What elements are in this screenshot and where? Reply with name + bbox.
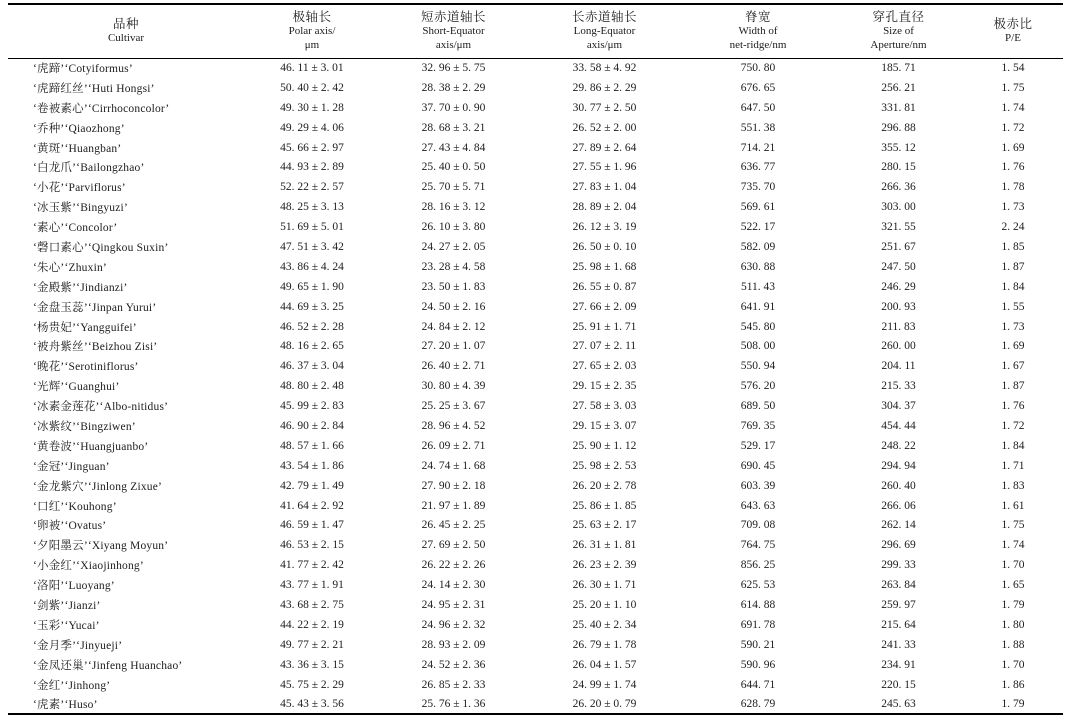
aperture-size-cell: 259. 97 [881,598,916,611]
long-equator-axis-cell: 26. 55 ± 0. 87 [572,280,637,293]
table-row [8,98,1063,118]
table-row [8,416,1063,436]
pe-ratio-cell: 1. 83 [1001,479,1025,492]
table-row [8,356,1063,376]
long-equator-axis-cell: 25. 40 ± 2. 34 [572,618,637,631]
aperture-size-cell: 234. 91 [881,658,916,671]
table-row [8,118,1063,138]
polar-axis-cell: 43. 68 ± 2. 75 [280,598,344,611]
long-equator-axis-cell: 27. 83 ± 1. 04 [572,181,637,194]
aperture-size-cell: 355. 12 [881,141,916,154]
short-equator-axis-cell: 24. 74 ± 1. 68 [421,459,486,472]
short-equator-axis-cell: 27. 69 ± 2. 50 [421,539,486,552]
short-equator-axis-cell: 32. 96 ± 5. 75 [421,62,486,75]
net-ridge-width-cell: 641. 91 [740,300,776,313]
pe-ratio-cell: 1. 73 [1001,201,1025,214]
net-ridge-width-cell: 714. 21 [740,141,776,154]
polar-axis-cell: 46. 37 ± 3. 04 [280,360,344,373]
table-row [8,58,1063,78]
net-ridge-width-cell: 630. 88 [740,260,776,273]
net-ridge-width-cell: 576. 20 [740,380,776,393]
pe-ratio-cell: 1. 69 [1001,141,1025,154]
long-equator-axis-cell: 27. 66 ± 2. 09 [572,300,637,313]
short-equator-axis-cell: 24. 14 ± 2. 30 [421,579,486,592]
short-equator-axis-cell: 26. 09 ± 2. 71 [421,439,486,452]
table-row [8,197,1063,217]
table-row [8,217,1063,237]
aperture-size-cell: 303. 00 [881,201,916,214]
cultivar-cell: ‘小花’‘Parviflorus’ [33,182,126,195]
pe-ratio-cell: 1. 80 [1001,618,1025,631]
cultivar-cell: ‘金龙紫穴’‘Jinlong Zixue’ [33,480,163,493]
col-header-long-equator-axis-unit: axis/μm [586,38,623,51]
col-header-polar-axis-unit: μm [304,38,320,51]
polar-axis-cell: 41. 64 ± 2. 92 [280,499,344,512]
aperture-size-cell: 245. 63 [881,697,916,710]
long-equator-axis-cell: 29. 86 ± 2. 29 [572,81,637,94]
cultivar-cell: ‘虎素’‘Huso’ [33,698,98,711]
aperture-size-cell: 251. 67 [881,240,916,253]
long-equator-axis-cell: 26. 30 ± 1. 71 [572,579,637,592]
net-ridge-width-cell: 647. 50 [740,101,776,114]
short-equator-axis-cell: 24. 95 ± 2. 31 [421,598,486,611]
pollen-morphology-table [8,3,1063,715]
table-row [8,157,1063,177]
polar-axis-cell: 46. 11 ± 3. 01 [280,62,344,75]
cultivar-cell: ‘小金红’‘Xiaojinhong’ [33,560,144,573]
aperture-size-cell: 246. 29 [881,280,916,293]
table-row [8,595,1063,615]
long-equator-axis-cell: 26. 12 ± 3. 19 [572,221,637,234]
long-equator-axis-cell: 30. 77 ± 2. 50 [572,101,637,114]
short-equator-axis-cell: 26. 40 ± 2. 71 [421,360,486,373]
table-row [8,78,1063,98]
cultivar-cell: ‘冰素金莲花’‘Albo-nitidus’ [33,401,169,414]
table-row [8,655,1063,675]
short-equator-axis-cell: 28. 38 ± 2. 29 [421,81,486,94]
polar-axis-cell: 43. 54 ± 1. 86 [280,459,344,472]
table-row [8,376,1063,396]
net-ridge-width-cell: 529. 17 [740,439,776,452]
net-ridge-width-cell: 709. 08 [740,519,776,532]
pe-ratio-cell: 1. 70 [1001,658,1025,671]
col-header-short-equator-axis-en: Short-Equator [422,25,485,38]
net-ridge-width-cell: 551. 38 [740,121,776,134]
col-header-polar-axis [244,4,380,58]
pe-ratio-cell: 1. 54 [1001,62,1025,75]
polar-axis-cell: 45. 99 ± 2. 83 [280,400,344,413]
net-ridge-width-cell: 550. 94 [740,360,776,373]
aperture-size-cell: 331. 81 [881,101,916,114]
col-header-aperture-size-unit: Aperture/nm [870,38,927,51]
polar-axis-cell: 46. 90 ± 2. 84 [280,419,344,432]
net-ridge-width-cell: 582. 09 [740,240,776,253]
short-equator-axis-cell: 25. 25 ± 3. 67 [421,400,486,413]
col-header-net-ridge-width [682,4,834,58]
cultivar-cell: ‘金冠’‘Jinguan’ [33,460,110,473]
long-equator-axis-cell: 25. 98 ± 2. 53 [572,459,637,472]
aperture-size-cell: 266. 06 [881,499,916,512]
aperture-size-cell: 296. 88 [881,121,916,134]
pe-ratio-cell: 1. 70 [1001,559,1025,572]
cultivar-cell: ‘口红’‘Kouhong’ [33,500,117,513]
pe-ratio-cell: 1. 74 [1001,101,1025,114]
cultivar-cell: ‘金月季’‘Jinyueji’ [33,639,123,652]
pe-ratio-cell: 2. 24 [1001,221,1025,234]
aperture-size-cell: 299. 33 [881,559,916,572]
cultivar-cell: ‘冰玉紫’‘Bingyuzi’ [33,202,128,215]
col-header-cultivar [8,4,244,58]
long-equator-axis-cell: 29. 15 ± 3. 07 [572,419,637,432]
long-equator-axis-cell: 25. 91 ± 1. 71 [572,320,637,333]
polar-axis-cell: 44. 93 ± 2. 89 [280,161,344,174]
col-header-polar-axis-en: Polar axis/ [288,25,336,38]
pe-ratio-cell: 1. 73 [1001,320,1025,333]
pe-ratio-cell: 1. 87 [1001,380,1025,393]
pe-ratio-cell: 1. 78 [1001,181,1025,194]
long-equator-axis-cell: 26. 79 ± 1. 78 [572,638,637,651]
polar-axis-cell: 45. 75 ± 2. 29 [280,678,344,691]
short-equator-axis-cell: 28. 68 ± 3. 21 [421,121,486,134]
aperture-size-cell: 215. 33 [881,380,916,393]
aperture-size-cell: 247. 50 [881,260,916,273]
col-header-pe-ratio-en: P/E [1005,32,1021,44]
long-equator-axis-cell: 25. 90 ± 1. 12 [572,439,637,452]
polar-axis-cell: 51. 69 ± 5. 01 [280,221,344,234]
table-row [8,635,1063,655]
cultivar-cell: ‘金殿紫’‘Jindianzi’ [33,281,128,294]
pe-ratio-cell: 1. 86 [1001,678,1025,691]
net-ridge-width-cell: 508. 00 [740,340,776,353]
aperture-size-cell: 248. 22 [881,439,916,452]
pe-ratio-cell: 1. 67 [1001,360,1025,373]
table-row [8,535,1063,555]
polar-axis-cell: 49. 29 ± 4. 06 [280,121,344,134]
short-equator-axis-cell: 24. 27 ± 2. 05 [421,240,486,253]
short-equator-axis-cell: 25. 70 ± 5. 71 [421,181,486,194]
cultivar-cell: ‘卷被素心’‘Cirrhoconcolor’ [33,102,170,115]
table-row [8,317,1063,337]
net-ridge-width-cell: 569. 61 [740,201,776,214]
cultivar-cell: ‘黄斑’‘Huangban’ [33,142,122,155]
col-header-cultivar-en: Cultivar [107,32,145,44]
table-row [8,575,1063,595]
long-equator-axis-cell: 26. 20 ± 2. 78 [572,479,637,492]
polar-axis-cell: 48. 80 ± 2. 48 [280,380,344,393]
cultivar-cell: ‘白龙爪’‘Bailongzhao’ [33,162,145,175]
table-row [8,396,1063,416]
pe-ratio-cell: 1. 79 [1001,598,1025,611]
polar-axis-cell: 46. 53 ± 2. 15 [280,539,344,552]
aperture-size-cell: 200. 93 [881,300,916,313]
net-ridge-width-cell: 636. 77 [740,161,776,174]
col-header-aperture-size [834,4,963,58]
net-ridge-width-cell: 676. 65 [740,81,776,94]
long-equator-axis-cell: 27. 65 ± 2. 03 [572,360,637,373]
polar-axis-cell: 44. 22 ± 2. 19 [280,618,344,631]
polar-axis-cell: 42. 79 ± 1. 49 [280,479,344,492]
pe-ratio-cell: 1. 71 [1001,459,1025,472]
net-ridge-width-cell: 603. 39 [740,479,776,492]
net-ridge-width-cell: 625. 53 [740,579,776,592]
polar-axis-cell: 43. 36 ± 3. 15 [280,658,344,671]
col-header-net-ridge-width-zh: 脊宽 [744,10,771,25]
short-equator-axis-cell: 26. 85 ± 2. 33 [421,678,486,691]
net-ridge-width-cell: 644. 71 [740,678,776,691]
col-header-net-ridge-width-en: Width of [738,25,778,38]
cultivar-cell: ‘洛阳’‘Luoyang’ [33,580,115,593]
aperture-size-cell: 185. 71 [881,62,916,75]
short-equator-axis-cell: 27. 90 ± 2. 18 [421,479,486,492]
cultivar-cell: ‘乔种’‘Qiaozhong’ [33,122,125,135]
short-equator-axis-cell: 28. 96 ± 4. 52 [421,419,486,432]
long-equator-axis-cell: 26. 20 ± 0. 79 [572,697,637,710]
short-equator-axis-cell: 25. 76 ± 1. 36 [421,697,486,710]
polar-axis-cell: 49. 65 ± 1. 90 [280,280,344,293]
table-header [8,4,1063,58]
aperture-size-cell: 454. 44 [881,419,916,432]
table-row [8,456,1063,476]
col-header-short-equator-axis [380,4,527,58]
short-equator-axis-cell: 27. 20 ± 1. 07 [421,340,486,353]
net-ridge-width-cell: 614. 88 [740,598,776,611]
col-header-long-equator-axis [527,4,682,58]
long-equator-axis-cell: 26. 04 ± 1. 57 [572,658,637,671]
cultivar-cell: ‘剑紫’‘Jianzi’ [33,599,101,612]
pe-ratio-cell: 1. 69 [1001,340,1025,353]
aperture-size-cell: 220. 15 [881,678,916,691]
pe-ratio-cell: 1. 72 [1001,121,1025,134]
long-equator-axis-cell: 25. 98 ± 1. 68 [572,260,637,273]
aperture-size-cell: 321. 55 [881,221,916,234]
col-header-pe-ratio-zh: 极赤比 [993,17,1033,31]
net-ridge-width-cell: 643. 63 [740,499,776,512]
short-equator-axis-cell: 23. 28 ± 4. 58 [421,260,486,273]
pe-ratio-cell: 1. 72 [1001,419,1025,432]
pe-ratio-cell: 1. 84 [1001,439,1025,452]
short-equator-axis-cell: 24. 50 ± 2. 16 [421,300,486,313]
pe-ratio-cell: 1. 88 [1001,638,1025,651]
net-ridge-width-cell: 511. 43 [740,280,776,293]
polar-axis-cell: 49. 30 ± 1. 28 [280,101,344,114]
col-header-polar-axis-zh: 极轴长 [292,10,332,25]
col-header-pe-ratio [963,4,1063,58]
polar-axis-cell: 45. 66 ± 2. 97 [280,141,344,154]
cultivar-cell: ‘晚花’‘Serotiniflorus’ [33,361,139,374]
table-row [8,237,1063,257]
long-equator-axis-cell: 26. 52 ± 2. 00 [572,121,637,134]
cultivar-cell: ‘金盘玉蕊’‘Jinpan Yurui’ [33,301,157,314]
pe-ratio-cell: 1. 76 [1001,161,1025,174]
long-equator-axis-cell: 27. 07 ± 2. 11 [572,340,637,353]
col-header-net-ridge-width-unit: net-ridge/nm [729,38,787,51]
cultivar-cell: ‘夕阳墨云’‘Xiyang Moyun’ [33,540,169,553]
aperture-size-cell: 266. 36 [881,181,916,194]
cultivar-cell: ‘虎蹄’‘Cotyiformus’ [33,63,133,76]
polar-axis-cell: 48. 25 ± 3. 13 [280,201,344,214]
cultivar-cell: ‘金凤还巢’‘Jinfeng Huanchao’ [33,659,183,672]
aperture-size-cell: 304. 37 [881,400,916,413]
net-ridge-width-cell: 764. 75 [740,539,776,552]
polar-axis-cell: 46. 52 ± 2. 28 [280,320,344,333]
net-ridge-width-cell: 522. 17 [740,221,776,234]
short-equator-axis-cell: 26. 45 ± 2. 25 [421,519,486,532]
aperture-size-cell: 263. 84 [881,579,916,592]
col-header-short-equator-axis-unit: axis/μm [435,38,472,51]
short-equator-axis-cell: 25. 40 ± 0. 50 [421,161,486,174]
aperture-size-cell: 296. 69 [881,539,916,552]
table-row [8,277,1063,297]
pe-ratio-cell: 1. 55 [1001,300,1025,313]
aperture-size-cell: 262. 14 [881,519,916,532]
short-equator-axis-cell: 37. 70 ± 0. 90 [421,101,486,114]
long-equator-axis-cell: 27. 58 ± 3. 03 [572,400,637,413]
long-equator-axis-cell: 25. 86 ± 1. 85 [572,499,637,512]
long-equator-axis-cell: 25. 20 ± 1. 10 [572,598,637,611]
long-equator-axis-cell: 26. 31 ± 1. 81 [572,539,637,552]
polar-axis-cell: 44. 69 ± 3. 25 [280,300,344,313]
table-row [8,515,1063,535]
pe-ratio-cell: 1. 84 [1001,280,1025,293]
aperture-size-cell: 260. 40 [881,479,916,492]
net-ridge-width-cell: 590. 96 [740,658,776,671]
pe-ratio-cell: 1. 61 [1001,499,1025,512]
table-row [8,555,1063,575]
polar-axis-cell: 43. 77 ± 1. 91 [280,579,344,592]
short-equator-axis-cell: 21. 97 ± 1. 89 [421,499,486,512]
short-equator-axis-cell: 24. 84 ± 2. 12 [421,320,486,333]
table-row [8,695,1063,715]
header-row [8,4,1063,58]
polar-axis-cell: 48. 16 ± 2. 65 [280,340,344,353]
short-equator-axis-cell: 26. 22 ± 2. 26 [421,559,486,572]
long-equator-axis-cell: 24. 99 ± 1. 74 [572,678,637,691]
table-row [8,177,1063,197]
table-row [8,496,1063,516]
pe-ratio-cell: 1. 74 [1001,539,1025,552]
net-ridge-width-cell: 689. 50 [740,400,776,413]
aperture-size-cell: 260. 00 [881,340,916,353]
long-equator-axis-cell: 27. 55 ± 1. 96 [572,161,637,174]
col-header-short-equator-axis-zh: 短赤道轴长 [420,10,486,25]
short-equator-axis-cell: 23. 50 ± 1. 83 [421,280,486,293]
cultivar-cell: ‘玉彩’‘Yucai’ [33,619,100,632]
cultivar-cell: ‘黄卷波’‘Huangjuanbo’ [33,440,149,453]
net-ridge-width-cell: 735. 70 [740,181,776,194]
cultivar-cell: ‘杨贵妃’‘Yangguifei’ [33,321,137,334]
short-equator-axis-cell: 27. 43 ± 4. 84 [421,141,486,154]
polar-axis-cell: 41. 77 ± 2. 42 [280,559,344,572]
cultivar-cell: ‘磬口素心’‘Qingkou Suxin’ [33,241,169,254]
cultivar-cell: ‘朱心’‘Zhuxin’ [33,261,107,274]
pe-ratio-cell: 1. 79 [1001,697,1025,710]
col-header-long-equator-axis-en: Long-Equator [573,25,636,38]
table-row [8,257,1063,277]
table-row [8,476,1063,496]
long-equator-axis-cell: 29. 15 ± 2. 35 [572,380,637,393]
aperture-size-cell: 211. 83 [881,320,916,333]
net-ridge-width-cell: 750. 80 [740,62,776,75]
table-row [8,615,1063,635]
cultivar-cell: ‘虎蹄红丝’‘Huti Hongsi’ [33,82,155,95]
aperture-size-cell: 280. 15 [881,161,916,174]
aperture-size-cell: 256. 21 [881,81,916,94]
net-ridge-width-cell: 545. 80 [740,320,776,333]
short-equator-axis-cell: 28. 93 ± 2. 09 [421,638,486,651]
pe-ratio-cell: 1. 87 [1001,260,1025,273]
long-equator-axis-cell: 27. 89 ± 2. 64 [572,141,637,154]
short-equator-axis-cell: 26. 10 ± 3. 80 [421,221,486,234]
long-equator-axis-cell: 25. 63 ± 2. 17 [572,519,637,532]
net-ridge-width-cell: 856. 25 [740,559,776,572]
aperture-size-cell: 294. 94 [881,459,916,472]
table-row [8,297,1063,317]
short-equator-axis-cell: 24. 52 ± 2. 36 [421,658,486,671]
polar-axis-cell: 50. 40 ± 2. 42 [280,81,344,94]
pe-ratio-cell: 1. 65 [1001,579,1025,592]
table-row [8,436,1063,456]
pe-ratio-cell: 1. 75 [1001,519,1025,532]
net-ridge-width-cell: 590. 21 [740,638,776,651]
cultivar-cell: ‘金红’‘Jinhong’ [33,679,111,692]
polar-axis-cell: 48. 57 ± 1. 66 [280,439,344,452]
polar-axis-cell: 52. 22 ± 2. 57 [280,181,344,194]
short-equator-axis-cell: 28. 16 ± 3. 12 [421,201,486,214]
cultivar-cell: ‘冰紫纹’‘Bingziwen’ [33,420,136,433]
short-equator-axis-cell: 30. 80 ± 4. 39 [421,380,486,393]
col-header-aperture-size-en: Size of [883,25,914,38]
net-ridge-width-cell: 691. 78 [740,618,776,631]
cultivar-cell: ‘光辉’‘Guanghui’ [33,381,120,394]
polar-axis-cell: 49. 77 ± 2. 21 [280,638,344,651]
aperture-size-cell: 215. 64 [881,618,916,631]
polar-axis-cell: 46. 59 ± 1. 47 [280,519,344,532]
col-header-cultivar-zh: 品种 [112,17,139,31]
long-equator-axis-cell: 26. 23 ± 2. 39 [572,559,637,572]
net-ridge-width-cell: 628. 79 [740,697,776,710]
cultivar-cell: ‘素心’‘Concolor’ [33,222,118,235]
net-ridge-width-cell: 769. 35 [740,419,776,432]
cultivar-cell: ‘卵被’‘Ovatus’ [33,520,107,533]
aperture-size-cell: 241. 33 [881,638,916,651]
polar-axis-cell: 45. 43 ± 3. 56 [280,697,344,710]
table-row [8,336,1063,356]
aperture-size-cell: 204. 11 [881,360,916,373]
polar-axis-cell: 47. 51 ± 3. 42 [280,240,344,253]
col-header-aperture-size-zh: 穿孔直径 [872,10,925,25]
col-header-long-equator-axis-zh: 长赤道轴长 [571,10,637,25]
net-ridge-width-cell: 690. 45 [740,459,776,472]
short-equator-axis-cell: 24. 96 ± 2. 32 [421,618,486,631]
table-row [8,138,1063,158]
long-equator-axis-cell: 28. 89 ± 2. 04 [572,201,637,214]
pe-ratio-cell: 1. 76 [1001,400,1025,413]
cultivar-cell: ‘被舟紫丝’‘Beizhou Zisi’ [33,341,158,354]
table-row [8,675,1063,695]
long-equator-axis-cell: 33. 58 ± 4. 92 [572,62,637,75]
table-body [8,58,1063,714]
polar-axis-cell: 43. 86 ± 4. 24 [280,260,344,273]
pe-ratio-cell: 1. 85 [1001,240,1025,253]
long-equator-axis-cell: 26. 50 ± 0. 10 [572,240,637,253]
pe-ratio-cell: 1. 75 [1001,81,1025,94]
